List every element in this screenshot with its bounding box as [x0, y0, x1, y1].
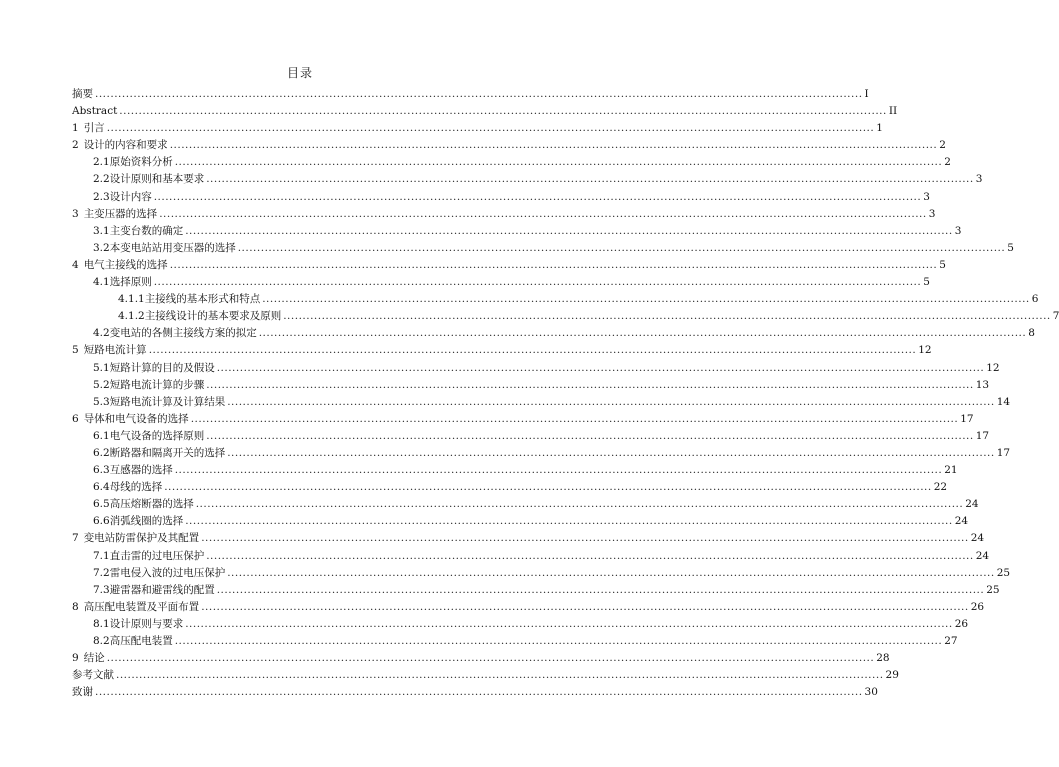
toc-entry[interactable] — [72, 496, 979, 513]
toc-entry[interactable] — [72, 308, 1059, 325]
dot-leader: ........................................................................................................................................................................................................ — [190, 412, 959, 425]
toc-entry-label: 母线的选择 — [109, 481, 163, 494]
toc-entry-number: 3.2 — [93, 241, 110, 254]
toc-entry[interactable] — [72, 342, 932, 359]
toc-entry-label: 主变压器的选择 — [83, 207, 158, 220]
toc-entry-page-number: 26 — [970, 600, 985, 613]
toc-entry-number: 1 — [72, 122, 79, 135]
toc-entry[interactable] — [72, 633, 958, 650]
toc-entry-label: 主接线的基本形式和特点 — [144, 293, 261, 306]
dot-leader: ........................................................................................................................................................................................................ — [159, 207, 927, 220]
toc-entry[interactable] — [72, 189, 930, 206]
toc-entry[interactable] — [72, 240, 1014, 257]
toc-entry-page-number: 8 — [1028, 327, 1035, 340]
toc-entry-label: 高压配电装置及平面布置 — [83, 600, 200, 613]
toc-entry[interactable] — [72, 513, 969, 530]
toc-entry-number: 6.1 — [93, 429, 110, 442]
toc-entry[interactable] — [72, 86, 869, 103]
toc-entry-page-number: 29 — [885, 669, 899, 682]
toc-entry-number: 3.1 — [93, 224, 110, 237]
toc-entry-label: 本变电站站用变压器的选择 — [109, 241, 236, 254]
toc-entry-number: 2 — [72, 139, 79, 152]
toc-entry-page-number: 14 — [996, 395, 1011, 408]
toc-entry[interactable] — [72, 325, 1035, 342]
toc-entry[interactable] — [72, 684, 878, 701]
toc-entry-label: 导体和电气设备的选择 — [83, 412, 189, 425]
toc-entry[interactable] — [72, 411, 974, 428]
toc-entry-page-number: I — [864, 88, 869, 100]
dot-leader: ........................................................................................................................................................................................................ — [169, 139, 938, 152]
toc-entry-label: 电气设备的选择原则 — [109, 429, 205, 442]
toc-entry-label: 主接线设计的基本要求及原则 — [144, 310, 282, 323]
toc-entry-label: 原始资料分析 — [109, 156, 173, 169]
toc-entry-label: 电气主接线的选择 — [83, 258, 168, 271]
toc-entry-label: 主变台数的确定 — [109, 224, 184, 237]
dot-leader: ........................................................................................................................................................................................................ — [227, 395, 995, 408]
dot-leader: ........................................................................................................................................................................................................ — [169, 258, 938, 271]
toc-entry-page-number: 3 — [975, 173, 983, 186]
toc-entry-number: 7.2 — [93, 566, 110, 579]
toc-entry[interactable] — [72, 479, 948, 496]
toc-entry[interactable] — [72, 462, 958, 479]
toc-entry-number: 4 — [72, 258, 79, 271]
toc-entry[interactable] — [72, 206, 936, 223]
dot-leader: ........................................................................................................................................................................................................ — [206, 173, 974, 186]
toc-entry-number: 2.3 — [93, 190, 110, 203]
toc-entry-number: 7 — [72, 532, 79, 545]
toc-entry-label: 短路电流计算及计算结果 — [109, 395, 226, 408]
toc-entry-page-number: 24 — [970, 532, 985, 545]
toc-entry-page-number: 13 — [975, 378, 990, 391]
dot-leader: ........................................................................................................................................................................................................ — [206, 378, 974, 391]
toc-entry-label: Abstract — [72, 105, 118, 118]
toc-entry-page-number: 22 — [933, 481, 948, 494]
toc-entry-page-number: 3 — [923, 190, 930, 203]
dot-leader: ........................................................................................................................................................................................................ — [216, 583, 985, 596]
dot-leader: ........................................................................................................................................................................................................ — [153, 276, 922, 289]
dot-leader: ........................................................................................................................................................................................................ — [185, 515, 953, 528]
toc-entry-page-number: 3 — [928, 207, 936, 220]
dot-leader: ........................................................................................................................................................................................................ — [195, 498, 964, 511]
dot-leader: ........................................................................................................................................................................................................ — [227, 566, 995, 579]
toc-entry-label: 避雷器和避雷线的配置 — [109, 583, 215, 596]
toc-entry-label: 变电站的各侧主接线方案的拟定 — [109, 327, 257, 340]
toc-entry-label: 摘要 — [72, 88, 93, 100]
dot-leader: ........................................................................................................................................................................................................ — [153, 190, 922, 203]
dot-leader: ........................................................................................................................................................................................................ — [206, 549, 974, 562]
toc-entry[interactable] — [72, 599, 985, 616]
dot-leader: ........................................................................................................................................................................................................ — [174, 635, 943, 647]
toc-entry-number: 6.2 — [93, 446, 110, 459]
toc-entry-number: 9 — [72, 652, 79, 665]
dot-leader: ........................................................................................................................................................................................................ — [148, 344, 917, 357]
toc-entry-page-number: 24 — [975, 549, 990, 562]
toc-entry[interactable] — [72, 377, 990, 394]
toc-entry[interactable] — [72, 428, 990, 445]
dot-leader: ........................................................................................................................................................................................................ — [106, 122, 875, 135]
toc-entry-number: 8 — [72, 600, 79, 613]
toc-entry-page-number: 1 — [876, 122, 883, 135]
toc-entry-label: 短路电流计算的步骤 — [109, 378, 205, 391]
toc-entry[interactable] — [72, 360, 1000, 377]
toc-entry-page-number: 26 — [954, 617, 969, 630]
toc-entry-page-number: 21 — [944, 464, 958, 477]
toc-entry-label: 消弧线圈的选择 — [109, 515, 184, 528]
toc-entry-label: 变电站防雷保护及其配置 — [83, 532, 200, 545]
toc-entry-number: 4.1.2 — [118, 310, 145, 323]
toc-entry-label: 直击雷的过电压保护 — [109, 549, 205, 562]
toc-entry-number: 2.2 — [93, 173, 110, 186]
toc-entry-page-number: 17 — [996, 446, 1011, 459]
dot-leader: ........................................................................................................................................................................................................ — [262, 293, 1030, 306]
toc-entry-label: 短路电流计算 — [83, 344, 147, 357]
toc-entry[interactable] — [72, 445, 1011, 462]
toc-entry-number: 3 — [72, 207, 79, 220]
toc-entry[interactable] — [72, 257, 946, 274]
toc-entry-page-number: 2 — [939, 139, 946, 152]
toc-entry-page-number: 30 — [864, 686, 878, 699]
toc-entry-number: 5.3 — [93, 395, 110, 408]
toc-title: 目录 — [286, 66, 313, 80]
toc-entry[interactable] — [72, 154, 951, 171]
dot-leader: ........................................................................................................................................................................................................ — [95, 686, 863, 699]
toc-entry-number: 6 — [72, 412, 79, 425]
toc-entry[interactable] — [72, 394, 1011, 411]
dot-leader: ........................................................................................................................................................................................................ — [201, 532, 969, 545]
toc-entry-page-number: 17 — [975, 429, 990, 442]
toc-entry-page-number: 25 — [996, 566, 1011, 579]
toc-entry-number: 5.1 — [93, 361, 110, 374]
toc-entry-label: 参考文献 — [72, 669, 114, 682]
toc-entry-label: 雷电侵入波的过电压保护 — [109, 566, 226, 579]
toc-entry[interactable] — [72, 137, 946, 154]
toc-entry-page-number: 5 — [1007, 241, 1014, 254]
dot-leader: ........................................................................................................................................................................................................ — [258, 327, 1027, 340]
toc-entry-page-number: 5 — [923, 276, 930, 289]
dot-leader: ........................................................................................................................................................................................................ — [106, 652, 875, 665]
toc-entry[interactable] — [72, 274, 930, 291]
dot-leader: ........................................................................................................................................................................................................ — [206, 429, 974, 442]
toc-entry-page-number: 6 — [1031, 293, 1039, 306]
toc-entry-label: 设计的内容和要求 — [83, 139, 168, 152]
toc-entry[interactable] — [72, 565, 1011, 582]
toc-entry-number: 6.3 — [93, 464, 110, 477]
toc-entry-page-number: 12 — [918, 344, 932, 357]
toc-entry-label: 互感器的选择 — [109, 464, 173, 477]
table-of-contents — [72, 86, 1059, 701]
toc-entry-number: 4.2 — [93, 327, 110, 340]
toc-entry-number: 8.2 — [93, 635, 110, 647]
toc-entry-number: 5 — [72, 344, 79, 357]
toc-entry-page-number: 25 — [986, 583, 1000, 596]
toc-entry-page-number: 24 — [965, 498, 979, 511]
toc-entry[interactable] — [72, 120, 883, 137]
toc-entry[interactable] — [72, 616, 969, 633]
toc-entry[interactable] — [72, 291, 1039, 308]
toc-entry-page-number: 28 — [876, 652, 890, 665]
toc-entry[interactable] — [72, 548, 990, 565]
toc-entry-label: 设计内容 — [109, 190, 152, 203]
toc-entry-page-number: 3 — [954, 224, 962, 237]
toc-entry-page-number: 27 — [944, 635, 958, 647]
dot-leader: ........................................................................................................................................................................................................ — [95, 88, 863, 100]
toc-entry[interactable] — [72, 667, 899, 684]
toc-entry-label: 引言 — [83, 122, 105, 135]
toc-entry-label: 设计原则和基本要求 — [109, 173, 205, 186]
toc-entry-label: 致谢 — [72, 686, 93, 699]
toc-entry[interactable] — [72, 650, 890, 667]
dot-leader: ........................................................................................................................................................................................................ — [283, 310, 1051, 323]
dot-leader: ........................................................................................................................................................................................................ — [237, 241, 1006, 254]
toc-entry-label: 断路器和隔离开关的选择 — [109, 446, 226, 459]
dot-leader: ........................................................................................................................................................................................................ — [116, 669, 884, 682]
dot-leader: ........................................................................................................................................................................................................ — [185, 224, 953, 237]
dot-leader: ........................................................................................................................................................................................................ — [227, 446, 995, 459]
toc-entry-page-number: II — [888, 105, 898, 118]
dot-leader: ........................................................................................................................................................................................................ — [174, 156, 943, 169]
toc-entry-number: 4.1.1 — [118, 293, 145, 306]
toc-entry-number: 2.1 — [93, 156, 110, 169]
toc-entry-number: 7.3 — [93, 583, 110, 596]
toc-entry-page-number: 2 — [944, 156, 951, 169]
toc-entry[interactable] — [72, 223, 962, 240]
toc-entry-label: 设计原则与要求 — [109, 617, 184, 630]
dot-leader: ........................................................................................................................................................................................................ — [119, 105, 887, 118]
toc-entry-number: 4.1 — [93, 276, 110, 289]
dot-leader: ........................................................................................................................................................................................................ — [164, 481, 932, 494]
toc-entry-number: 6.4 — [93, 481, 110, 494]
toc-entry-label: 高压配电装置 — [109, 635, 173, 647]
toc-entry[interactable] — [72, 530, 985, 547]
toc-entry-page-number: 17 — [960, 412, 974, 425]
dot-leader: ........................................................................................................................................................................................................ — [216, 361, 985, 374]
dot-leader: ........................................................................................................................................................................................................ — [174, 464, 943, 477]
toc-entry-label: 高压熔断器的选择 — [109, 498, 194, 511]
toc-entry-label: 结论 — [83, 652, 105, 665]
toc-entry-label: 选择原则 — [109, 276, 152, 289]
toc-entry-number: 6.6 — [93, 515, 110, 528]
dot-leader: ........................................................................................................................................................................................................ — [201, 600, 969, 613]
toc-entry-page-number: 7 — [1052, 310, 1059, 323]
toc-entry[interactable] — [72, 103, 898, 120]
toc-entry-number: 5.2 — [93, 378, 110, 391]
toc-entry-number: 7.1 — [93, 549, 110, 562]
toc-entry-label: 短路计算的目的及假设 — [109, 361, 215, 374]
toc-entry-number: 6.5 — [93, 498, 110, 511]
toc-entry[interactable] — [72, 582, 1000, 599]
toc-entry-page-number: 12 — [986, 361, 1000, 374]
toc-entry[interactable] — [72, 171, 983, 188]
toc-entry-number: 8.1 — [93, 617, 110, 630]
toc-entry-page-number: 5 — [939, 258, 946, 271]
dot-leader: ........................................................................................................................................................................................................ — [185, 617, 953, 630]
toc-entry-page-number: 24 — [954, 515, 969, 528]
